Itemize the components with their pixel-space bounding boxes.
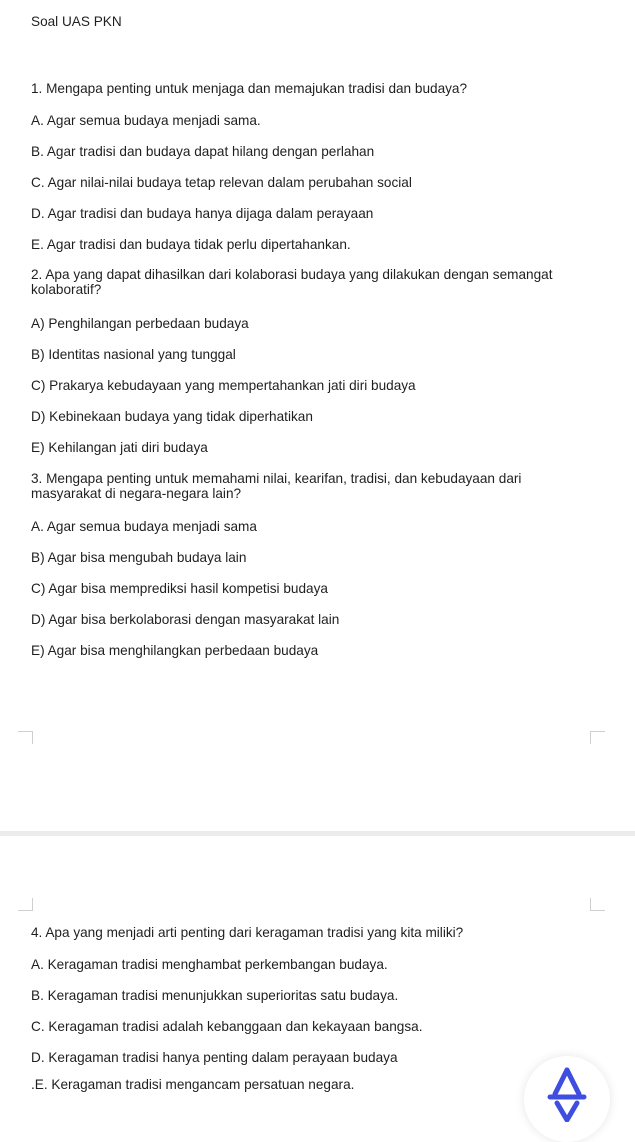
page-title: Soal UAS PKN <box>31 14 122 29</box>
question-2-text: 2. Apa yang dapat dihasilkan dari kolaborasi budaya yang dilakukan dengan semangat kolaboratif? <box>31 267 553 297</box>
question-1-text: 1. Mengapa penting untuk menjaga dan memajukan tradisi dan budaya? <box>31 81 468 96</box>
question-3-text: 3. Mengapa penting untuk memahami nilai, kearifan, tradisi, dan kebudayaan dari masyarakat di negara-negara lain? <box>31 471 522 501</box>
question-1-option-b[interactable]: B. Agar tradisi dan budaya dapat hilang dengan perlahan <box>31 144 375 159</box>
question-3-option-b[interactable]: B) Agar bisa mengubah budaya lain <box>31 550 247 565</box>
question-4-option-e[interactable]: .E. Keragaman tradisi mengancam persatuan negara. <box>31 1077 355 1092</box>
floating-app-button[interactable] <box>524 1056 610 1142</box>
crop-corner-bottom-right <box>590 898 605 911</box>
question-4-option-c[interactable]: C. Keragaman tradisi adalah kebanggaan dan kekayaan bangsa. <box>31 1019 423 1034</box>
crop-corner-top-right <box>590 731 605 744</box>
question-2-option-c[interactable]: C) Prakarya kebudayaan yang mempertahankan jati diri budaya <box>31 378 416 393</box>
question-3-option-d[interactable]: D) Agar bisa berkolaborasi dengan masyarakat lain <box>31 612 340 627</box>
question-1-option-c[interactable]: C. Agar nilai-nilai budaya tetap relevan dalam perubahan social <box>31 175 412 190</box>
crop-corner-top-left <box>18 731 33 744</box>
question-4-option-a[interactable]: A. Keragaman tradisi menghambat perkembangan budaya. <box>31 957 388 972</box>
question-2-option-d[interactable]: D) Kebinekaan budaya yang tidak diperhatikan <box>31 409 313 424</box>
question-4-text: 4. Apa yang menjadi arti penting dari keragaman tradisi yang kita miliki? <box>31 925 464 940</box>
question-2-option-b[interactable]: B) Identitas nasional yang tunggal <box>31 347 236 362</box>
question-1-option-e[interactable]: E. Agar tradisi dan budaya tidak perlu dipertahankan. <box>31 237 351 252</box>
crop-corner-bottom-left <box>18 898 33 911</box>
question-3-option-a[interactable]: A. Agar semua budaya menjadi sama <box>31 519 257 534</box>
question-1-option-a[interactable]: A. Agar semua budaya menjadi sama. <box>31 113 261 128</box>
question-3-option-c[interactable]: C) Agar bisa memprediksi hasil kompetisi budaya <box>31 581 328 596</box>
question-3-option-e[interactable]: E) Agar bisa menghilangkan perbedaan budaya <box>31 643 319 658</box>
question-4-option-d[interactable]: D. Keragaman tradisi hanya penting dalam perayaan budaya <box>31 1050 398 1065</box>
question-2-option-e[interactable]: E) Kehilangan jati diri budaya <box>31 440 208 455</box>
app-logo-icon <box>547 1066 587 1122</box>
page-divider <box>0 831 635 836</box>
question-4-option-b[interactable]: B. Keragaman tradisi menunjukkan superioritas satu budaya. <box>31 988 399 1003</box>
question-1-option-d[interactable]: D. Agar tradisi dan budaya hanya dijaga dalam perayaan <box>31 206 374 221</box>
question-2-option-a[interactable]: A) Penghilangan perbedaan budaya <box>31 316 249 331</box>
